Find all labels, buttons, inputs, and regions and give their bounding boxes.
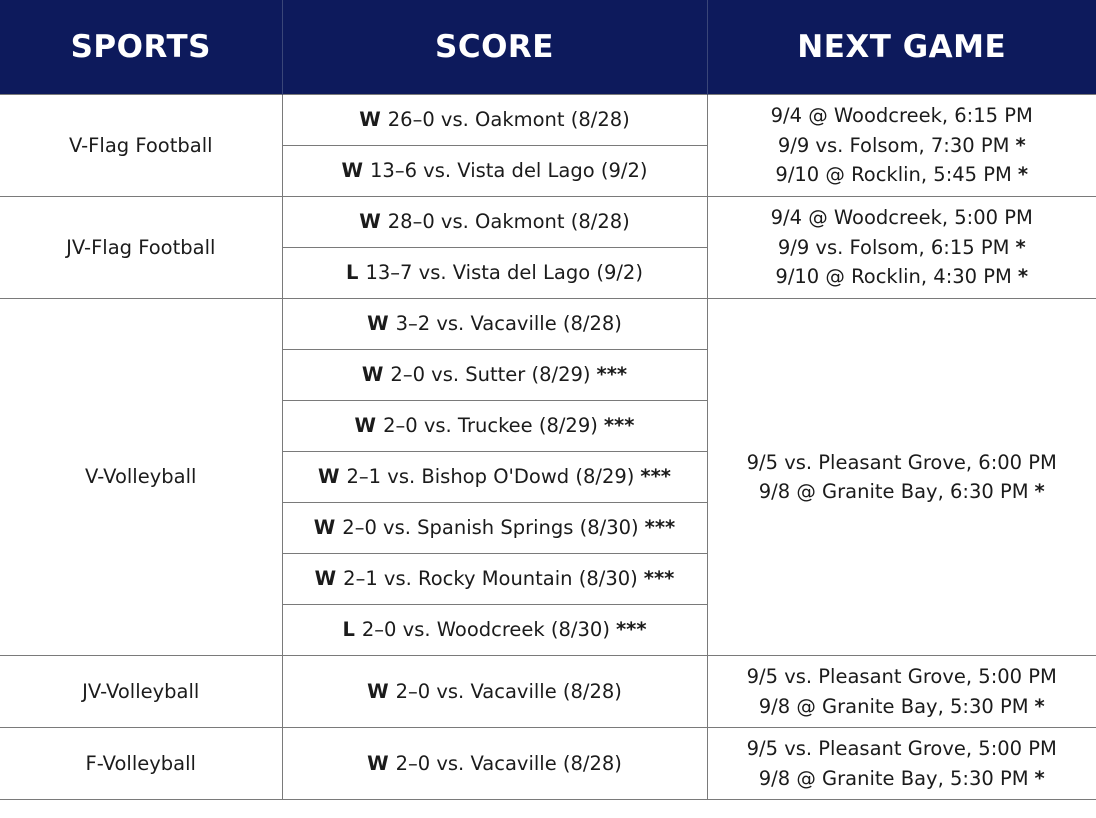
- score-cell: [282, 350, 707, 401]
- away-marker: *: [1015, 235, 1026, 259]
- next-game-cell: [707, 299, 1096, 656]
- next-game-line: [708, 101, 1096, 131]
- score-cell: [282, 728, 707, 800]
- score-text: 2–0 vs. Sutter (8/29): [390, 363, 591, 387]
- tournament-marker: ***: [596, 363, 628, 387]
- next-game-text: 9/8 @ Granite Bay, 5:30 PM: [758, 766, 1029, 790]
- away-marker: *: [1015, 133, 1026, 157]
- tournament-marker: ***: [615, 618, 647, 642]
- table-row: [0, 95, 1096, 146]
- score-cell: [282, 503, 707, 554]
- result-letter: W: [359, 210, 381, 234]
- score-text: 13–7 vs. Vista del Lago (9/2): [365, 261, 643, 285]
- next-game-text: 9/10 @ Rocklin, 5:45 PM: [775, 163, 1012, 187]
- tournament-marker: ***: [640, 465, 671, 489]
- next-game-text: 9/10 @ Rocklin, 4:30 PM: [775, 265, 1012, 289]
- sport-name: JV-Volleyball: [0, 656, 282, 728]
- score-text: 2–0 vs. Woodcreek (8/30): [361, 618, 610, 642]
- next-game-line: [708, 131, 1096, 161]
- score-text: 13–6 vs. Vista del Lago (9/2): [370, 159, 648, 183]
- score-cell: [282, 299, 707, 350]
- score-text: 2–0 vs. Spanish Springs (8/30): [342, 516, 639, 540]
- away-marker: *: [1034, 694, 1045, 718]
- result-letter: W: [354, 414, 377, 438]
- score-text: 2–0 vs. Truckee (8/29): [383, 414, 598, 438]
- away-marker: *: [1017, 265, 1029, 289]
- sport-name: V-Flag Football: [0, 95, 282, 197]
- next-game-text: 9/5 vs. Pleasant Grove, 5:00 PM: [746, 665, 1057, 688]
- score-text: 2–1 vs. Bishop O'Dowd (8/29): [346, 465, 635, 489]
- next-game-line: [708, 160, 1096, 190]
- next-game-text: 9/8 @ Granite Bay, 5:30 PM: [758, 694, 1029, 718]
- next-game-text: 9/4 @ Woodcreek, 6:15 PM: [770, 104, 1033, 128]
- table-body: [0, 95, 1096, 800]
- next-game-line: [708, 262, 1096, 292]
- next-game-line: [708, 764, 1096, 794]
- next-game-line: [708, 233, 1096, 263]
- score-cell: [282, 95, 707, 146]
- score-cell: [282, 452, 707, 503]
- next-game-cell: [707, 197, 1096, 299]
- score-text: 2–1 vs. Rocky Mountain (8/30): [343, 567, 638, 591]
- score-text: 3–2 vs. Vacaville (8/28): [395, 312, 622, 336]
- score-text: 2–0 vs. Vacaville (8/28): [395, 679, 622, 703]
- next-game-line: [708, 662, 1096, 692]
- header-next-game: NEXT GAME: [707, 0, 1096, 95]
- next-game-line: [708, 692, 1096, 722]
- next-game-cell: [707, 656, 1096, 728]
- next-game-text: 9/8 @ Granite Bay, 6:30 PM: [758, 480, 1029, 503]
- score-text: 2–0 vs. Vacaville (8/28): [395, 751, 622, 775]
- next-game-text: 9/9 vs. Folsom, 7:30 PM: [777, 133, 1010, 157]
- result-letter: W: [367, 751, 389, 775]
- score-cell: [282, 248, 707, 299]
- result-letter: W: [361, 363, 384, 387]
- next-game-text: 9/5 vs. Pleasant Grove, 6:00 PM: [746, 450, 1057, 474]
- next-game-text: 9/5 vs. Pleasant Grove, 5:00 PM: [746, 737, 1057, 760]
- score-cell: [282, 197, 707, 248]
- next-game-cell: [707, 95, 1096, 197]
- tournament-marker: ***: [603, 414, 635, 438]
- score-cell: [282, 146, 707, 197]
- next-game-line: [708, 203, 1096, 233]
- score-text: 28–0 vs. Oakmont (8/28): [387, 210, 630, 234]
- header-row: [0, 0, 1096, 95]
- away-marker: *: [1017, 163, 1029, 187]
- next-game-text: 9/4 @ Woodcreek, 5:00 PM: [770, 206, 1033, 230]
- tournament-marker: ***: [643, 567, 675, 591]
- result-letter: L: [342, 618, 355, 642]
- away-marker: *: [1034, 480, 1045, 503]
- next-game-line: [708, 448, 1096, 478]
- result-letter: W: [318, 465, 340, 489]
- score-cell: [282, 554, 707, 605]
- next-game-cell: [707, 728, 1096, 800]
- result-letter: W: [367, 312, 389, 336]
- table-row: [0, 728, 1096, 800]
- table-row: [0, 197, 1096, 248]
- sport-name: V-Volleyball: [0, 299, 282, 656]
- result-letter: W: [359, 108, 381, 132]
- sport-name: F-Volleyball: [0, 728, 282, 800]
- result-letter: W: [313, 516, 336, 540]
- next-game-text: 9/9 vs. Folsom, 6:15 PM: [777, 235, 1010, 259]
- score-cell: [282, 656, 707, 728]
- header-sports: SPORTS: [0, 0, 282, 95]
- header-score: SCORE: [282, 0, 707, 95]
- score-text: 26–0 vs. Oakmont (8/28): [387, 108, 630, 132]
- table-row: [0, 299, 1096, 350]
- next-game-line: [708, 734, 1096, 764]
- result-letter: W: [341, 159, 364, 183]
- table-row: [0, 656, 1096, 728]
- next-game-line: [708, 477, 1096, 507]
- score-cell: [282, 401, 707, 452]
- away-marker: *: [1034, 766, 1045, 790]
- sport-name: JV-Flag Football: [0, 197, 282, 299]
- tournament-marker: ***: [644, 516, 676, 540]
- score-cell: [282, 605, 707, 656]
- result-letter: W: [367, 679, 389, 703]
- result-letter: W: [314, 567, 337, 591]
- result-letter: L: [346, 261, 359, 285]
